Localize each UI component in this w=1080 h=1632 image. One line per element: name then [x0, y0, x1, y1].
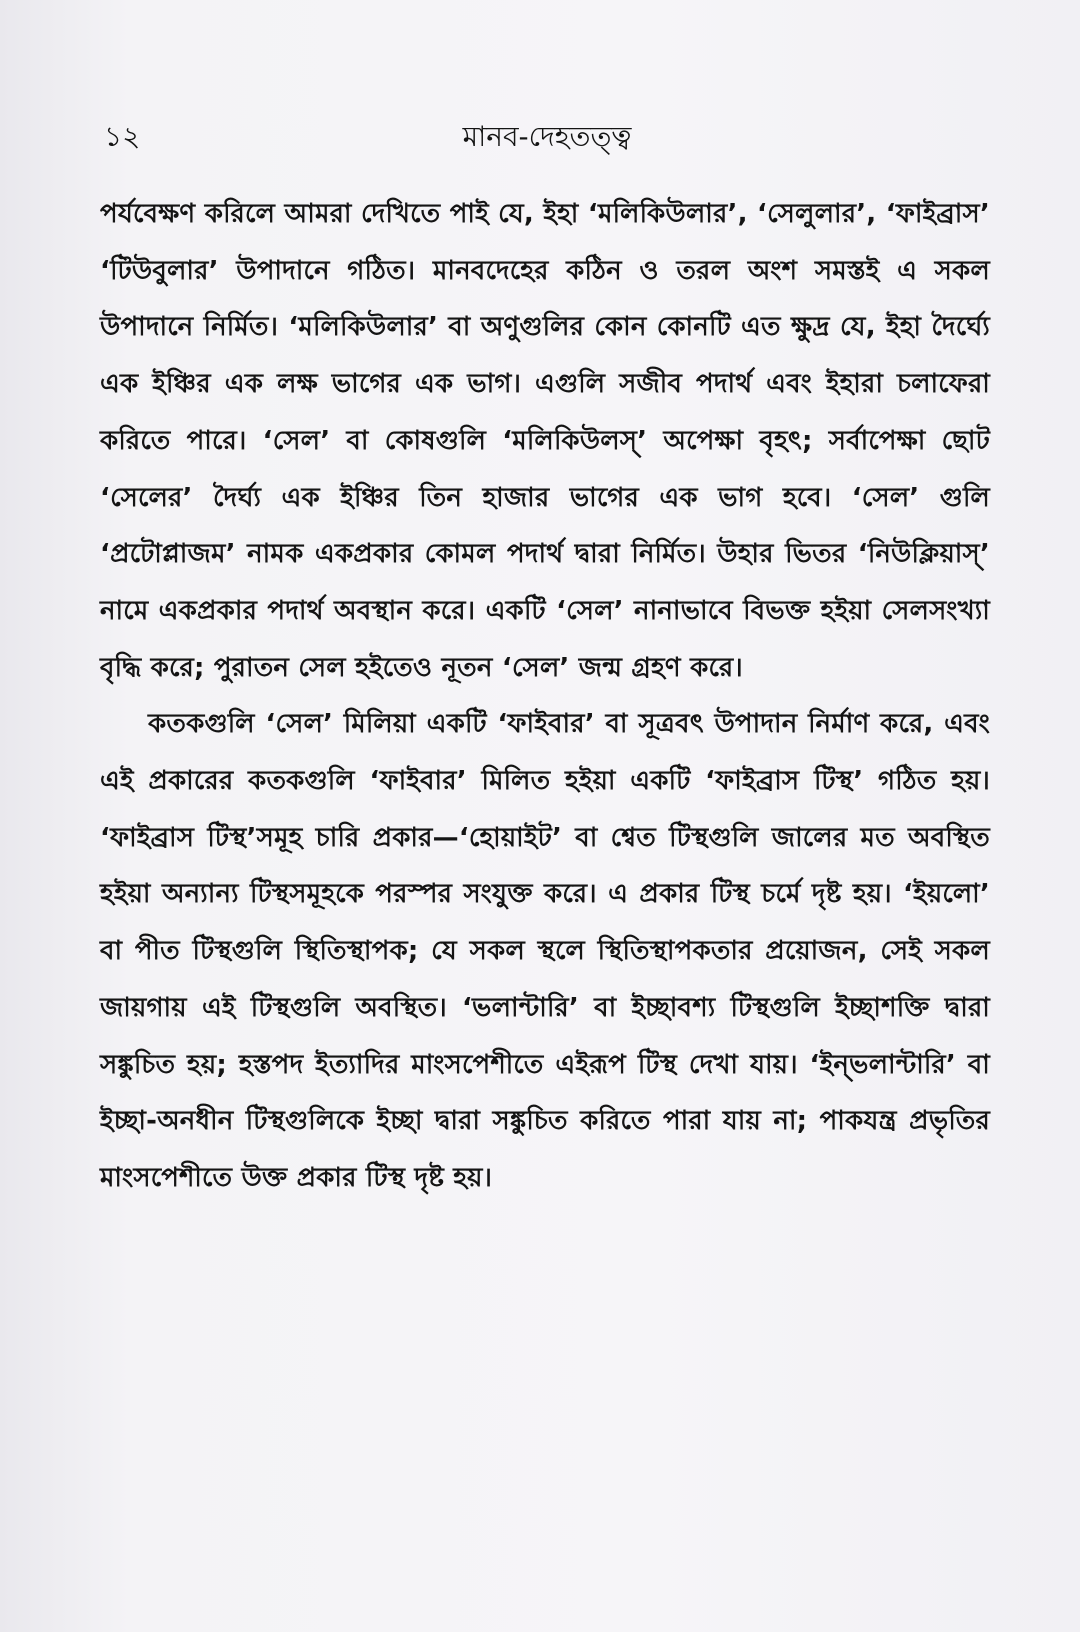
running-title: মানব-দেহতত্ত্ব	[462, 120, 632, 153]
body-text	[100, 186, 990, 1207]
paragraph-2: কতকগুলি ‘সেল’ মিলিয়া একটি ‘ফাইবার’ বা সূত্রবৎ উপাদান নির্মাণ করে, এবং এই প্রকারের কতকগুলি ‘ফাইবার’ মিলিত হইয়া একটি ‘ফাইব্রাস টিস্থ’ গঠিত হয়। ‘ফাইব্রাস টিস্থ’সমূহ চারি প্রকার—‘হোয়াইট’ বা শ্বেত টিস্থগুলি জালের মত অবস্থিত হইয়া অন্যান্য টিস্থসমূহকে পরস্পর সংযুক্ত করে। এ প্রকার টিস্থ চর্মে দৃষ্ট হয়। ‘ইয়লো’ বা পীত টিস্থগুলি স্থিতিস্থাপক; যে সকল স্থলে স্থিতিস্থাপকতার প্রয়োজন, সেই সকল জায়গায় এই টিস্থগুলি অবস্থিত। ‘ভলান্টারি’ বা ইচ্ছাবশ্য টিস্থগুলি ইচ্ছাশক্তি দ্বারা সঙ্কুচিত হয়; হস্তপদ ইত্যাদির মাংসপেশীতে এইরূপ টিস্থ দেখা যায়। ‘ইন্ভলান্টারি’ বা ইচ্ছা-অনধীন টিস্থগুলিকে ইচ্ছা দ্বারা সঙ্কুচিত করিতে পারা যায় না; পাকযন্ত্র প্রভৃতির মাংসপেশীতে উক্ত প্রকার টিস্থ দৃষ্ট হয়।	[100, 709, 990, 1193]
page-number: ১২	[104, 120, 141, 153]
page-header	[104, 112, 990, 162]
paragraph-1: পর্যবেক্ষণ করিলে আমরা দেখিতে পাই যে, ইহা ‘মলিকিউলার’, ‘সেলুলার’, ‘ফাইব্রাস’ ‘টিউবুলার’ উপাদানে গঠিত। মানবদেহের কঠিন ও তরল অংশ সমস্তই এ সকল উপাদানে নির্মিত। ‘মলিকিউলার’ বা অণুগুলির কোন কোনটি এত ক্ষুদ্র যে, ইহা দৈর্ঘ্যে এক ইঞ্চির এক লক্ষ ভাগের এক ভাগ। এগুলি সজীব পদার্থ এবং ইহারা চলাফেরা করিতে পারে। ‘সেল’ বা কোষগুলি ‘মলিকিউলস্’ অপেক্ষা বৃহৎ; সর্বাপেক্ষা ছোট ‘সেলের’ দৈর্ঘ্য এক ইঞ্চির তিন হাজার ভাগের এক ভাগ হবে। ‘সেল’ গুলি ‘প্রটোপ্লাজম’ নামক একপ্রকার কোমল পদার্থ দ্বারা নির্মিত। উহার ভিতর ‘নিউক্লিয়াস্’ নামে একপ্রকার পদার্থ অবস্থান করে। একটি ‘সেল’ নানাভাবে বিভক্ত হইয়া সেলসংখ্যা বৃদ্ধি করে; পুরাতন সেল হইতেও নূতন ‘সেল’ জন্ম গ্রহণ করে।	[100, 199, 990, 683]
